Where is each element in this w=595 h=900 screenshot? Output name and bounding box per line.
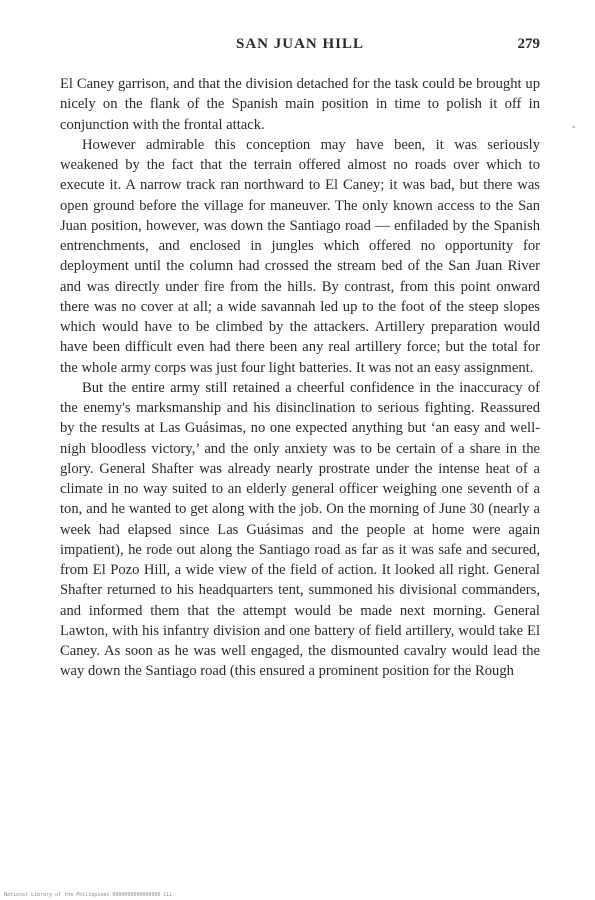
scan-speck bbox=[572, 126, 575, 128]
page-number: 279 bbox=[517, 36, 540, 52]
body-text bbox=[60, 74, 540, 682]
library-stamp: National Library of the Philippines 0000000000000000 LLL bbox=[4, 892, 173, 898]
page-header bbox=[60, 36, 540, 58]
paragraph-3: But the entire army still retained a cheerful confidence in the inaccuracy of the enemy's marksmanship and his disinclination to serious fighting. Reassured by the results at Las Guásimas, no one expected anything but ‘an easy and well-nigh bloodless victory,’ and the only anxiety was to be certain of a share in the glory. General Shafter was already nearly prostrate under the intense heat of a climate in no way suited to an elderly general officer weighing one seventh of a ton, and he wanted to get along with the job. On the morning of June 30 (nearly a week had elapsed since Las Guásimas and the people at home were again impatient), he rode out along the Santiago road as far as it was safe and secured, from El Pozo Hill, a wide view of the field of action. It looked all right. General Shafter returned to his headquarters tent, summoned his divisional commanders, and informed them that the attempt would be made next morning. General Lawton, with his infantry division and one battery of field artillery, would take El Caney. As soon as he was well engaged, the dismounted cavalry would lead the way down the Santiago road (this ensured a prominent position for the Rough bbox=[60, 379, 540, 680]
paragraph-2: However admirable this conception may have been, it was seriously weakened by the fact that the terrain offered almost no roads over which to execute it. A narrow track ran northward to El Caney; it was bad, but there was open ground before the village for maneuver. The only known access to the San Juan position, however, was down the Santiago road — enfiladed by the Spanish entrenchments, and enclosed in jungles which offered no opportunity for deployment until the column had crossed the stream bed of the San Juan River and was directly under fire from the hills. By contrast, from this point onward there was no cover at all; a wide savannah led up to the foot of the steep slopes which would have to be climbed by the attackers. Artillery preparation would have been difficult even had there been any real artillery force; but the total for the whole army corps was just four light batteries. It was not an easy assignment. bbox=[60, 136, 540, 376]
running-head: SAN JUAN HILL bbox=[235, 36, 365, 52]
paragraph-1: El Caney garrison, and that the division detached for the task could be brought up nicely on the flank of the Spanish main position in time to polish it off in conjunction with the frontal attack. bbox=[60, 76, 540, 133]
